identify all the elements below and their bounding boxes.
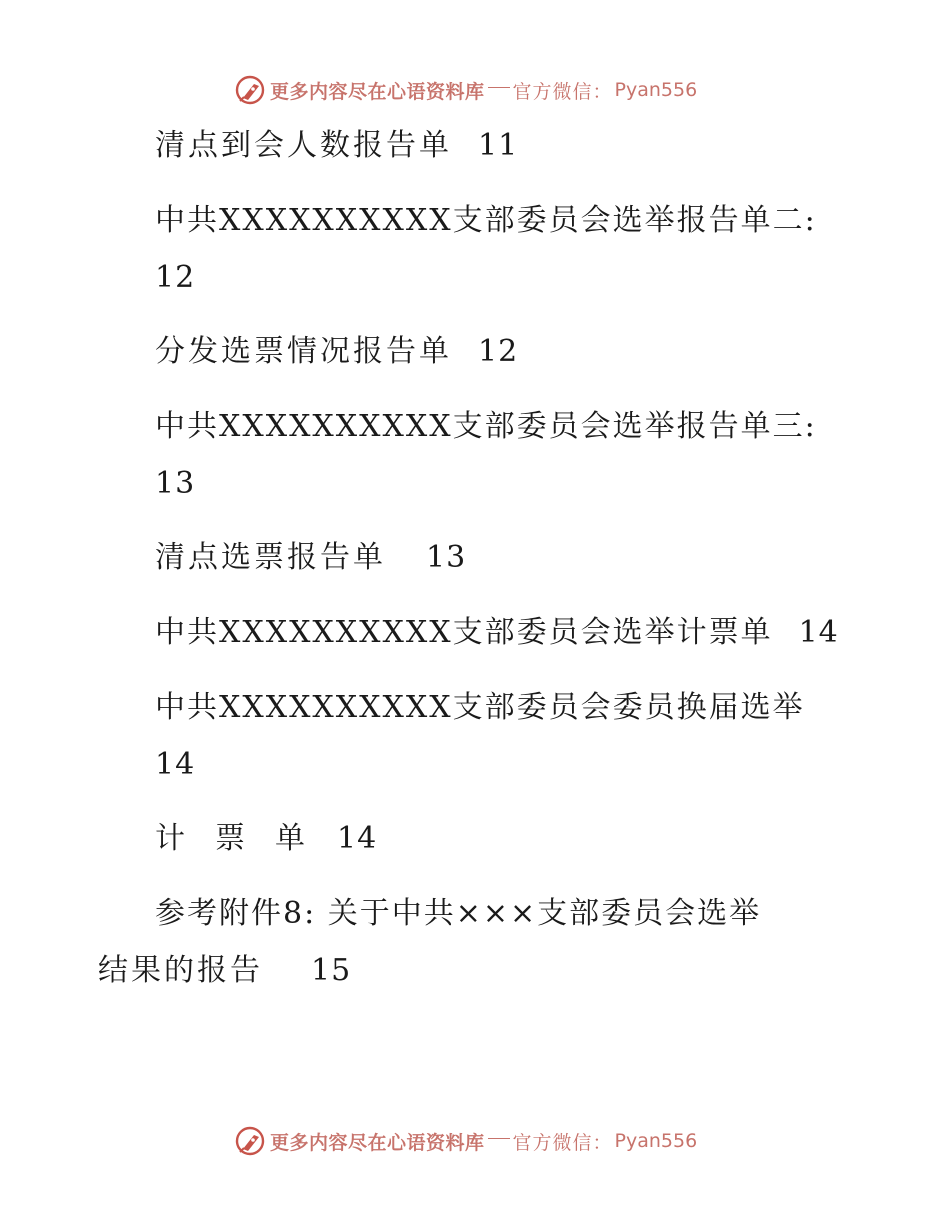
- toc-entry-page: 14: [155, 747, 196, 782]
- toc-entry-page: 14: [798, 615, 839, 650]
- toc-entry: [155, 201, 817, 241]
- watermark-wechat-id: Pyan556: [614, 1130, 698, 1152]
- toc-entry: [155, 613, 839, 653]
- toc-entry-title: 清点选票报告单: [155, 540, 386, 575]
- watermark-wechat-id: Pyan556: [614, 79, 698, 101]
- toc-entry: [155, 688, 805, 728]
- toc-entry: [155, 538, 466, 578]
- toc-entry: [155, 819, 377, 859]
- toc-entry-title: 中共XXXXXXXXXX支部委员会委员换届选举: [155, 690, 805, 725]
- toc-entry: [155, 894, 761, 934]
- watermark-brand-text: 更多内容尽在心语资料库: [270, 80, 485, 103]
- toc-entry-title: 参考附件8: 关于中共×××支部委员会选举: [155, 896, 762, 931]
- toc-entry-title: 中共XXXXXXXXXX支部委员会选举计票单: [155, 615, 773, 650]
- toc-entry-title: 计票单: [155, 821, 335, 856]
- watermark-official-label: 官方微信：: [512, 1131, 613, 1154]
- toc-entry-page: 15: [311, 953, 352, 988]
- toc-entry-title: 中共XXXXXXXXXX支部委员会选举报告单二:: [155, 203, 817, 238]
- toc-entry-title: 清点到会人数报告单: [155, 128, 452, 163]
- toc-entry: [155, 332, 518, 372]
- watermark-brand-text: 更多内容尽在心语资料库: [270, 1131, 485, 1154]
- toc-entry-page: 14: [337, 821, 378, 856]
- toc-entry-continuation: [98, 951, 351, 991]
- toc-entry: [155, 407, 817, 447]
- toc-entry-page: 13: [426, 540, 467, 575]
- footer-watermark: [234, 1124, 697, 1158]
- toc-entry-title: 结果的报告: [98, 953, 263, 988]
- toc-entry-page: 12: [155, 260, 196, 295]
- watermark-official-label: 官方微信：: [512, 80, 613, 103]
- toc-entry-page: 11: [478, 128, 519, 163]
- watermark-dash: [488, 1138, 510, 1139]
- toc-entry-title: 分发选票情况报告单: [155, 334, 452, 369]
- watermark-dash: [488, 87, 510, 88]
- header-watermark: [234, 73, 697, 107]
- toc-entry-page: 13: [155, 466, 196, 501]
- pen-nib-logo-icon: [234, 1125, 266, 1157]
- pen-nib-logo-icon: [234, 74, 266, 106]
- toc-entry: [155, 126, 518, 166]
- toc-entry-page: 12: [478, 334, 519, 369]
- toc-entry-title: 中共XXXXXXXXXX支部委员会选举报告单三:: [155, 409, 817, 444]
